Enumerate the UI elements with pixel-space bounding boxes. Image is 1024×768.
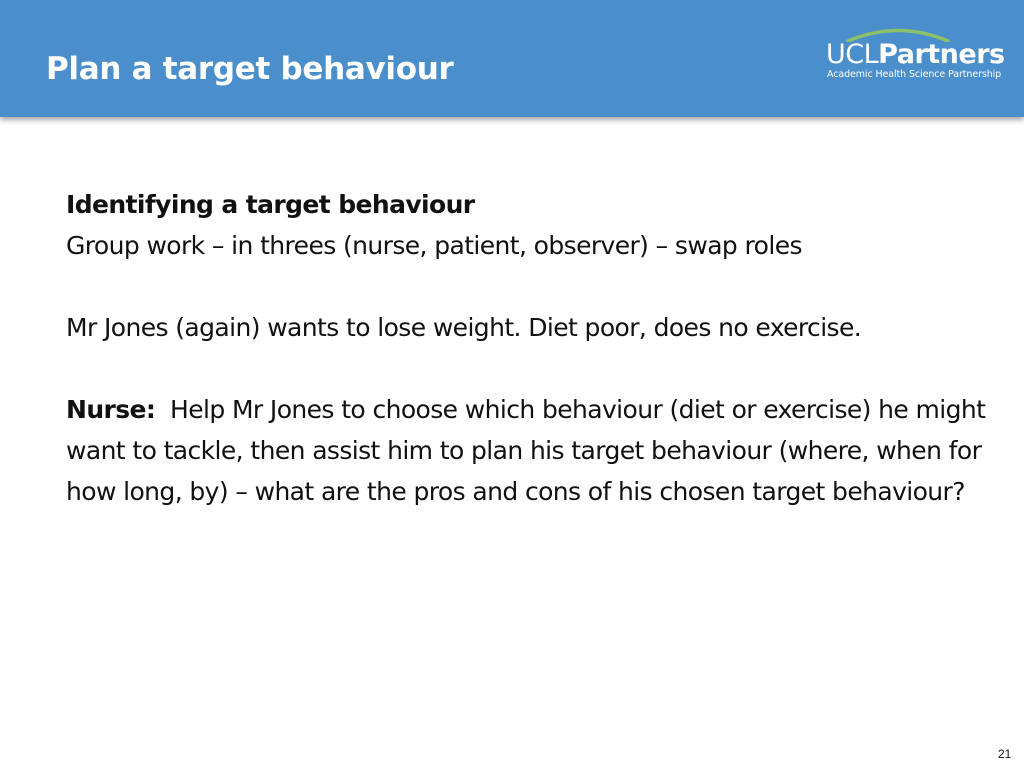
nurse-instruction: [66, 389, 996, 512]
spacer: [66, 348, 996, 389]
scenario-text: Mr Jones (again) wants to lose weight. Diet poor, does no exercise.: [66, 313, 862, 342]
logo-tagline: Academic Health Science Partnership: [827, 69, 1002, 80]
logo-wordmark: [826, 40, 1005, 70]
spacer: [66, 266, 996, 307]
page-number: 21: [998, 747, 1012, 761]
logo-partners-text: Partners: [878, 39, 1005, 70]
nurse-label: Nurse:: [66, 395, 156, 424]
uclpartners-logo: [822, 26, 1005, 86]
slide-title: Plan a target behaviour: [46, 51, 454, 87]
logo-ucl-text: UCL: [826, 39, 879, 70]
section-heading: Identifying a target behaviour: [66, 190, 475, 219]
nurse-text: Help Mr Jones to choose which behaviour (diet or exercise) he might want to tackle, then assist him to plan his target behaviour (where, when for how long, by) – what are the pros and cons of his chosen target behaviour?: [66, 395, 986, 506]
slide-body: [66, 184, 996, 512]
header-band: [0, 0, 1024, 117]
group-work-text: Group work – in threes (nurse, patient, observer) – swap roles: [66, 231, 802, 260]
